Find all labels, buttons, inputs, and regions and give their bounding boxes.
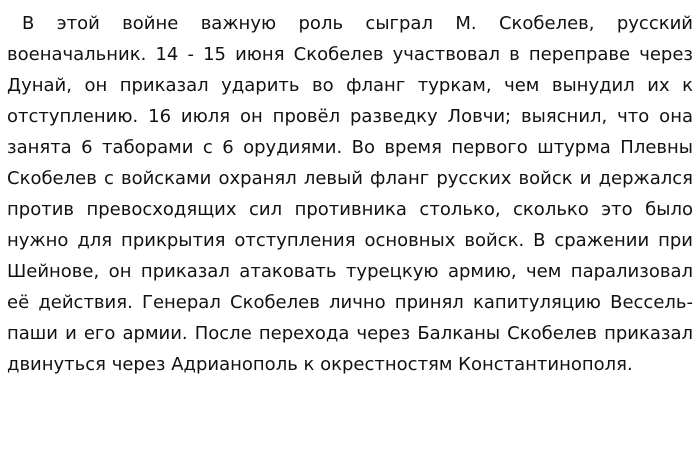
history-paragraph: В этой войне важную роль сыграл М. Скобелев, русский военачальник. 14 - 15 июня Скобелев участвовал в переправе через Дунай, он приказал ударить во фланг туркам, чем вынудил их к отступлению. 16 июля он провёл разведку Ловчи; выяснил, что она занята 6 таборами с 6 орудиями. Во время первого штурма Плевны Скобелев с войсками охранял левый фланг русских войск и держался против превосходящих сил противника столько, сколько это было нужно для прикрытия отступления основных войск. В сражении при Шейнове, он приказал атаковать турецкую армию, чем парализовал её действия. Генерал Скобелев лично принял капитуляцию Вессель-паши и его армии. После перехода через Балканы Скобелев приказал двинуться через Адрианополь к окрестностям Константинополя. — [7, 13, 693, 375]
